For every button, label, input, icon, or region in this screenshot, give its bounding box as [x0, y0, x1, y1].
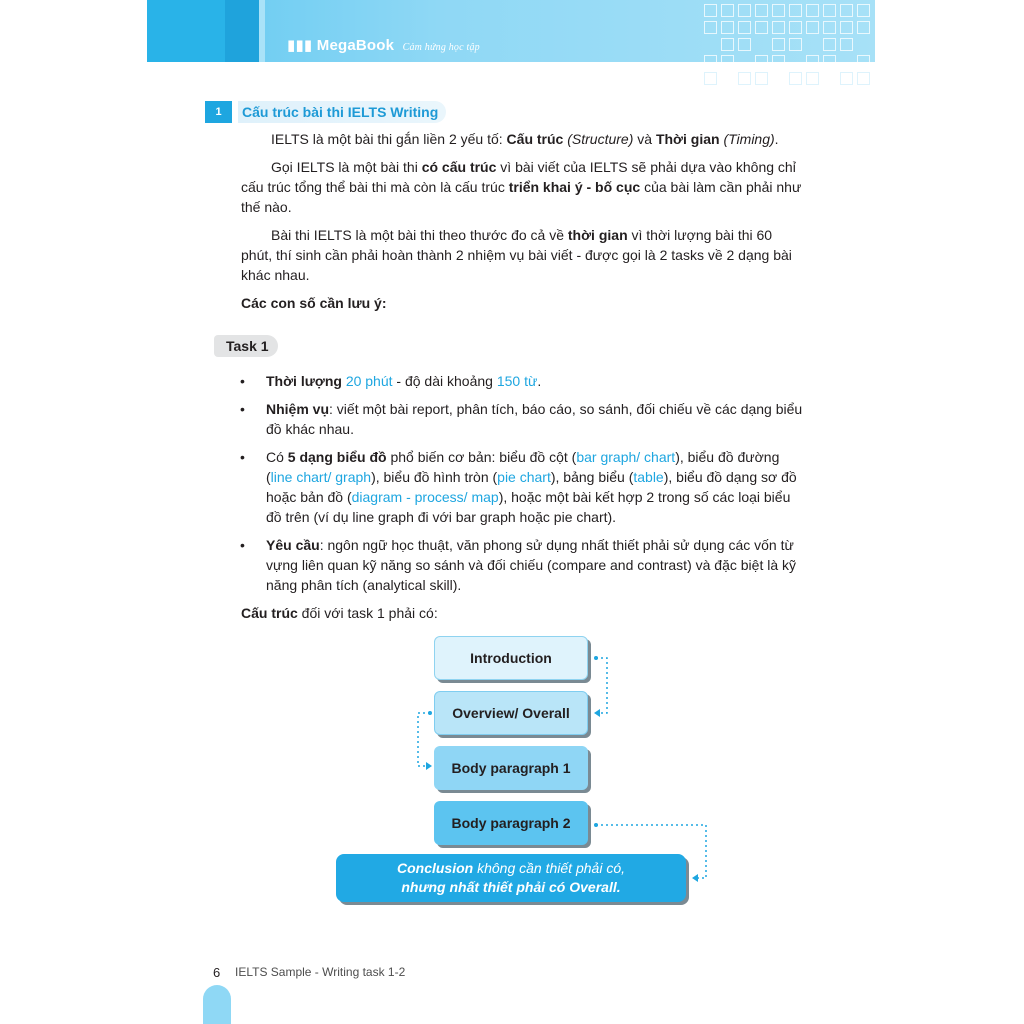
body-paragraph-2-box: Body paragraph 2 — [434, 801, 588, 845]
overview-box: Overview/ Overall — [434, 691, 588, 735]
task-label: Task 1 — [214, 335, 278, 357]
section-number: 1 — [205, 101, 232, 123]
conclusion-line-1: Conclusion không cần thiết phải có, — [396, 860, 625, 876]
bullet-1: Thời lượng 20 phút - độ dài khoảng 150 từ. — [266, 373, 542, 389]
brand-name: MegaBook — [316, 37, 395, 54]
introduction-box: Introduction — [434, 636, 588, 680]
bullet-marker: • — [240, 401, 245, 417]
paragraph-2: Gọi IELTS là một bài thi có cấu trúc vì bài viết của IELTS sẽ phải dựa vào không chỉ cấu trúc tổng thể bài thi mà còn là cấu trúc triển khai ý - bố cục của bài làm cần phải như thế nào. — [241, 159, 802, 215]
conclusion-line-2: nhưng nhất thiết phải có Overall. — [401, 879, 621, 895]
logo-icon: ▮▮▮ — [287, 37, 313, 54]
bullet-3: Có 5 dạng biểu đồ phổ biến cơ bản: biểu đồ cột (bar graph/ chart), biểu đồ đường (line chart/ graph), biểu đồ hình tròn (pie chart), bảng biểu (table), biểu đồ dạng sơ đồ hoặc bản đồ (diagram - process/ map), hoặc một bài kết hợp 2 trong số các loại biểu đồ trên (ví dụ line graph đi với bar graph hoặc pie chart). — [266, 449, 797, 525]
bullet-2: Nhiệm vụ: viết một bài report, phân tích, báo cáo, so sánh, đối chiếu về các dạng biểu đồ khác nhau. — [266, 401, 803, 437]
section-title: Cấu trúc bài thi IELTS Writing — [238, 101, 446, 123]
paragraph-3: Bài thi IELTS là một bài thi theo thước đo cả về thời gian vì thời lượng bài thi 60 phút, thí sinh cần phải hoàn thành 2 nhiệm vụ bài viết - được gọi là 2 tasks về 2 dạng bài khác nhau. — [241, 227, 792, 283]
structure-line: Cấu trúc đối với task 1 phải có: — [241, 605, 438, 621]
paragraph-4: Các con số cần lưu ý: — [241, 295, 387, 311]
bullet-marker: • — [240, 449, 245, 465]
bullet-marker: • — [240, 537, 245, 553]
page-number: 6 — [213, 965, 221, 980]
connector-intro-overview — [596, 658, 607, 713]
bullet-marker: • — [240, 373, 245, 389]
paragraph-1: IELTS là một bài thi gắn liền 2 yếu tố: Cấu trúc (Structure) và Thời gian (Timing). — [271, 131, 779, 147]
bullet-4: Yêu cầu: ngôn ngữ học thuật, văn phong sử dụng nhất thiết phải sử dụng các vốn từ vựng liên quan kỹ năng so sánh và đối chiếu (compare and contrast) và đặc biệt là kỹ năng phân tích (analytical skill). — [266, 537, 797, 593]
body-paragraph-1-box: Body paragraph 1 — [434, 746, 588, 790]
footer-tab — [203, 985, 231, 1024]
footer-title: IELTS Sample - Writing task 1-2 — [235, 965, 406, 979]
brand-slogan: Cảm hứng học tập — [402, 42, 480, 53]
conclusion-box — [336, 854, 686, 902]
connector-overview-body1 — [418, 713, 430, 766]
